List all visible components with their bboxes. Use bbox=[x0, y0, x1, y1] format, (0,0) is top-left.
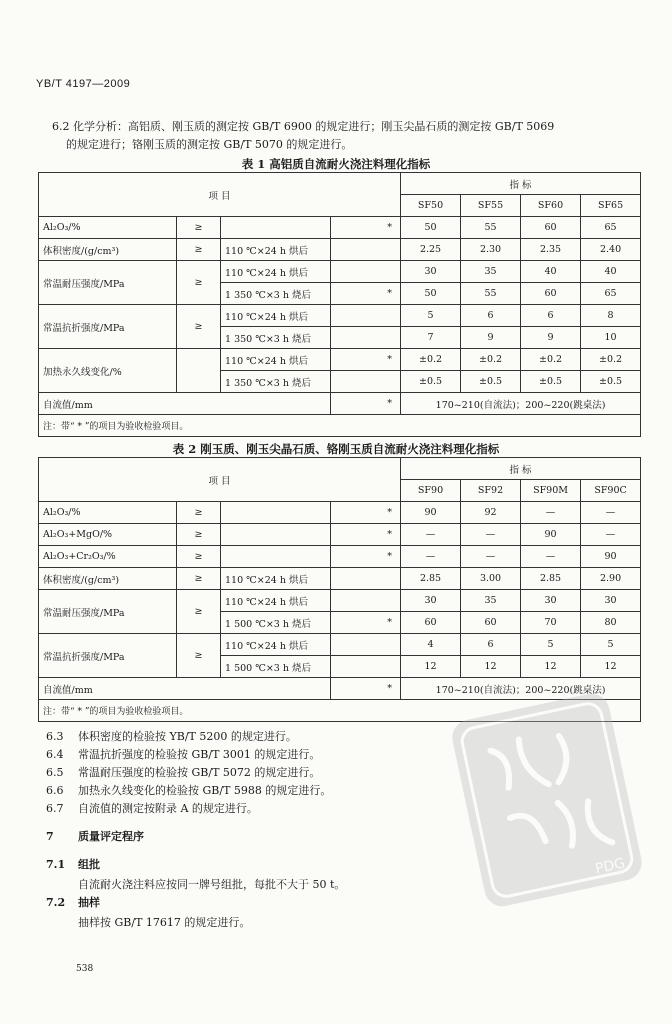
value-cell: 6 bbox=[461, 634, 521, 656]
value-cell: 55 bbox=[461, 283, 521, 305]
value-cell: 7 bbox=[401, 327, 461, 349]
table-row bbox=[39, 217, 641, 239]
value-cell: 2.40 bbox=[581, 239, 641, 261]
item-header: 项 目 bbox=[39, 458, 401, 502]
table-row bbox=[39, 261, 641, 283]
table-header-row bbox=[39, 458, 641, 480]
value-cell: 9 bbox=[521, 327, 581, 349]
row-star bbox=[331, 261, 401, 283]
clause-text: 加热永久线变化的检验按 GB/T 5988 的规定进行。 bbox=[78, 784, 332, 797]
grade-header: SF50 bbox=[401, 195, 461, 217]
row-condition: 1 500 ℃×3 h 烧后 bbox=[221, 612, 331, 634]
row-label: 常温抗折强度/MPa bbox=[39, 305, 177, 349]
table-row bbox=[39, 239, 641, 261]
value-cell: — bbox=[461, 546, 521, 568]
flow-label: 自流值/mm bbox=[39, 393, 331, 415]
table-row bbox=[39, 634, 641, 656]
row-label: 体积密度/(g/cm³) bbox=[39, 239, 177, 261]
value-cell: 2.25 bbox=[401, 239, 461, 261]
value-cell: 35 bbox=[461, 590, 521, 612]
row-condition bbox=[221, 524, 331, 546]
row-star bbox=[331, 327, 401, 349]
page-number: 538 bbox=[76, 964, 94, 974]
row-symbol: ≥ bbox=[177, 261, 221, 305]
table2-caption: 表 2 刚玉质、刚玉尖晶石质、铬刚玉质自流耐火浇注料理化指标 bbox=[172, 442, 500, 456]
value-cell: ±0.5 bbox=[461, 371, 521, 393]
value-cell: — bbox=[581, 524, 641, 546]
row-condition bbox=[221, 217, 331, 239]
value-cell: 60 bbox=[461, 612, 521, 634]
row-star: * bbox=[331, 612, 401, 634]
value-cell: 10 bbox=[581, 327, 641, 349]
flow-star: * bbox=[331, 678, 401, 700]
flow-value: 170~210(自流法)；200~220(跳桌法) bbox=[401, 678, 641, 700]
section-7-2-title: 抽样 bbox=[78, 896, 100, 909]
clause-number: 6.7 bbox=[46, 802, 64, 815]
index-header: 指 标 bbox=[401, 173, 641, 195]
stamp-text: PDG bbox=[593, 855, 627, 878]
row-condition: 110 ℃×24 h 烘后 bbox=[221, 305, 331, 327]
value-cell: — bbox=[581, 502, 641, 524]
row-condition: 1 350 ℃×3 h 烧后 bbox=[221, 371, 331, 393]
row-label: 常温耐压强度/MPa bbox=[39, 590, 177, 634]
value-cell: 5 bbox=[521, 634, 581, 656]
row-symbol: ≥ bbox=[177, 524, 221, 546]
row-symbol: ≥ bbox=[177, 568, 221, 590]
value-cell: ±0.5 bbox=[581, 371, 641, 393]
value-cell: — bbox=[401, 524, 461, 546]
row-star bbox=[331, 568, 401, 590]
table-row bbox=[39, 524, 641, 546]
note-row bbox=[39, 415, 641, 437]
grade-header: SF60 bbox=[521, 195, 581, 217]
table-header-row bbox=[39, 173, 641, 195]
row-star bbox=[331, 590, 401, 612]
value-cell: 65 bbox=[581, 283, 641, 305]
value-cell: ±0.5 bbox=[401, 371, 461, 393]
section-7-2-heading bbox=[46, 894, 100, 912]
row-label: 加热永久线变化/% bbox=[39, 349, 177, 393]
value-cell: 40 bbox=[521, 261, 581, 283]
value-cell: ±0.2 bbox=[581, 349, 641, 371]
row-star bbox=[331, 239, 401, 261]
row-condition: 110 ℃×24 h 烘后 bbox=[221, 568, 331, 590]
section-7-2-number: 7.2 bbox=[46, 896, 66, 909]
flow-row bbox=[39, 393, 641, 415]
value-cell: ±0.2 bbox=[521, 349, 581, 371]
value-cell: 2.85 bbox=[521, 568, 581, 590]
value-cell: — bbox=[401, 546, 461, 568]
row-label: 常温耐压强度/MPa bbox=[39, 261, 177, 305]
value-cell: 2.85 bbox=[401, 568, 461, 590]
section-7-number: 7 bbox=[46, 830, 54, 843]
table2 bbox=[38, 457, 641, 722]
value-cell: 90 bbox=[401, 502, 461, 524]
row-symbol: ≥ bbox=[177, 634, 221, 678]
table-row bbox=[39, 568, 641, 590]
clause-number: 6.5 bbox=[46, 766, 64, 779]
table1-caption: 表 1 高铝质自流耐火浇注料理化指标 bbox=[241, 157, 431, 171]
value-cell: 8 bbox=[581, 305, 641, 327]
table-note: 注：带“ * ”的项目为验收检验项目。 bbox=[39, 415, 641, 437]
section-7-1-title: 组批 bbox=[78, 858, 100, 871]
table-row bbox=[39, 502, 641, 524]
row-condition: 1 350 ℃×3 h 烧后 bbox=[221, 327, 331, 349]
value-cell: — bbox=[521, 546, 581, 568]
value-cell: ±0.2 bbox=[401, 349, 461, 371]
row-condition: 110 ℃×24 h 烘后 bbox=[221, 261, 331, 283]
section-6-2-line2: 的规定进行；铬刚玉质的测定按 GB/T 5070 的规定进行。 bbox=[66, 138, 353, 151]
clause-item bbox=[46, 746, 331, 764]
clause-text: 常温耐压强度的检验按 GB/T 5072 的规定进行。 bbox=[78, 766, 321, 779]
value-cell: 12 bbox=[581, 656, 641, 678]
value-cell: 6 bbox=[521, 305, 581, 327]
row-condition: 110 ℃×24 h 烘后 bbox=[221, 239, 331, 261]
table1 bbox=[38, 172, 641, 437]
row-label: Al₂O₃+MgO/% bbox=[39, 524, 177, 546]
table-row bbox=[39, 590, 641, 612]
section-7-1-body: 自流耐火浇注料应按同一牌号组批，每批不大于 50 t。 bbox=[78, 878, 346, 891]
row-star: * bbox=[331, 349, 401, 371]
row-symbol: ≥ bbox=[177, 502, 221, 524]
value-cell: 60 bbox=[521, 283, 581, 305]
value-cell: 90 bbox=[521, 524, 581, 546]
row-star bbox=[331, 371, 401, 393]
grade-header: SF90 bbox=[401, 480, 461, 502]
row-label: 体积密度/(g/cm³) bbox=[39, 568, 177, 590]
clause-text: 体积密度的检验按 YB/T 5200 的规定进行。 bbox=[78, 730, 297, 743]
flow-label: 自流值/mm bbox=[39, 678, 331, 700]
value-cell: 30 bbox=[401, 261, 461, 283]
grade-header: SF55 bbox=[461, 195, 521, 217]
clauses-6 bbox=[46, 728, 331, 818]
clause-number: 6.3 bbox=[46, 730, 64, 743]
value-cell: 6 bbox=[461, 305, 521, 327]
row-symbol bbox=[177, 349, 221, 393]
clause-text: 自流值的测定按附录 A 的规定进行。 bbox=[78, 802, 258, 815]
section-7-1-heading bbox=[46, 856, 100, 874]
value-cell: 2.35 bbox=[521, 239, 581, 261]
item-header: 项 目 bbox=[39, 173, 401, 217]
row-condition bbox=[221, 546, 331, 568]
section-7-heading bbox=[46, 828, 144, 846]
value-cell: 2.90 bbox=[581, 568, 641, 590]
value-cell: 80 bbox=[581, 612, 641, 634]
row-condition: 110 ℃×24 h 烘后 bbox=[221, 590, 331, 612]
row-star: * bbox=[331, 217, 401, 239]
value-cell: 4 bbox=[401, 634, 461, 656]
table-row bbox=[39, 305, 641, 327]
table-note: 注：带“ * ”的项目为验收检验项目。 bbox=[39, 700, 641, 722]
grade-header: SF90M bbox=[521, 480, 581, 502]
value-cell: 60 bbox=[401, 612, 461, 634]
clause-number: 6.4 bbox=[46, 748, 64, 761]
value-cell: 12 bbox=[521, 656, 581, 678]
value-cell: 30 bbox=[581, 590, 641, 612]
section-7-1-number: 7.1 bbox=[46, 858, 66, 871]
flow-star: * bbox=[331, 393, 401, 415]
section-6-2-line1: 6.2 化学分析：高铝质、刚玉质的测定按 GB/T 6900 的规定进行；刚玉尖晶石质的测定按 GB/T 5069 bbox=[52, 120, 555, 133]
row-star: * bbox=[331, 283, 401, 305]
row-star: * bbox=[331, 524, 401, 546]
value-cell: 3.00 bbox=[461, 568, 521, 590]
row-condition: 110 ℃×24 h 烘后 bbox=[221, 349, 331, 371]
value-cell: 40 bbox=[581, 261, 641, 283]
table-row bbox=[39, 546, 641, 568]
row-label: 常温抗折强度/MPa bbox=[39, 634, 177, 678]
value-cell: 65 bbox=[581, 217, 641, 239]
row-star: * bbox=[331, 546, 401, 568]
value-cell: 50 bbox=[401, 283, 461, 305]
table-row bbox=[39, 349, 641, 371]
row-symbol: ≥ bbox=[177, 239, 221, 261]
grade-header: SF92 bbox=[461, 480, 521, 502]
row-star bbox=[331, 656, 401, 678]
row-condition: 1 500 ℃×3 h 烧后 bbox=[221, 656, 331, 678]
clause-item bbox=[46, 728, 331, 746]
row-label: Al₂O₃+Cr₂O₃/% bbox=[39, 546, 177, 568]
value-cell: 30 bbox=[521, 590, 581, 612]
value-cell: 12 bbox=[401, 656, 461, 678]
value-cell: — bbox=[461, 524, 521, 546]
value-cell: 50 bbox=[401, 217, 461, 239]
row-condition bbox=[221, 502, 331, 524]
row-condition: 110 ℃×24 h 烘后 bbox=[221, 634, 331, 656]
value-cell: ±0.5 bbox=[521, 371, 581, 393]
row-symbol: ≥ bbox=[177, 217, 221, 239]
value-cell: 70 bbox=[521, 612, 581, 634]
row-symbol: ≥ bbox=[177, 546, 221, 568]
value-cell: 60 bbox=[521, 217, 581, 239]
clause-number: 6.6 bbox=[46, 784, 64, 797]
value-cell: 90 bbox=[581, 546, 641, 568]
value-cell: 5 bbox=[581, 634, 641, 656]
clause-item bbox=[46, 800, 331, 818]
value-cell: ±0.2 bbox=[461, 349, 521, 371]
row-symbol: ≥ bbox=[177, 590, 221, 634]
value-cell: 9 bbox=[461, 327, 521, 349]
grade-header: SF90C bbox=[581, 480, 641, 502]
row-star bbox=[331, 305, 401, 327]
page-header: YB/T 4197—2009 bbox=[36, 78, 131, 90]
value-cell: 55 bbox=[461, 217, 521, 239]
value-cell: 12 bbox=[461, 656, 521, 678]
section-7-2-body: 抽样按 GB/T 17617 的规定进行。 bbox=[78, 916, 251, 929]
index-header: 指 标 bbox=[401, 458, 641, 480]
value-cell: — bbox=[521, 502, 581, 524]
value-cell: 92 bbox=[461, 502, 521, 524]
grade-header: SF65 bbox=[581, 195, 641, 217]
row-condition: 1 350 ℃×3 h 烧后 bbox=[221, 283, 331, 305]
row-star bbox=[331, 634, 401, 656]
clause-item bbox=[46, 782, 331, 800]
section-7-title: 质量评定程序 bbox=[78, 830, 144, 843]
row-label: Al₂O₃/% bbox=[39, 217, 177, 239]
row-star: * bbox=[331, 502, 401, 524]
value-cell: 2.30 bbox=[461, 239, 521, 261]
value-cell: 30 bbox=[401, 590, 461, 612]
row-label: Al₂O₃/% bbox=[39, 502, 177, 524]
value-cell: 35 bbox=[461, 261, 521, 283]
clause-item bbox=[46, 764, 331, 782]
flow-value: 170~210(自流法)；200~220(跳桌法) bbox=[401, 393, 641, 415]
row-symbol: ≥ bbox=[177, 305, 221, 349]
value-cell: 5 bbox=[401, 305, 461, 327]
clause-text: 常温抗折强度的检验按 GB/T 3001 的规定进行。 bbox=[78, 748, 321, 761]
section-6-2 bbox=[52, 118, 554, 154]
